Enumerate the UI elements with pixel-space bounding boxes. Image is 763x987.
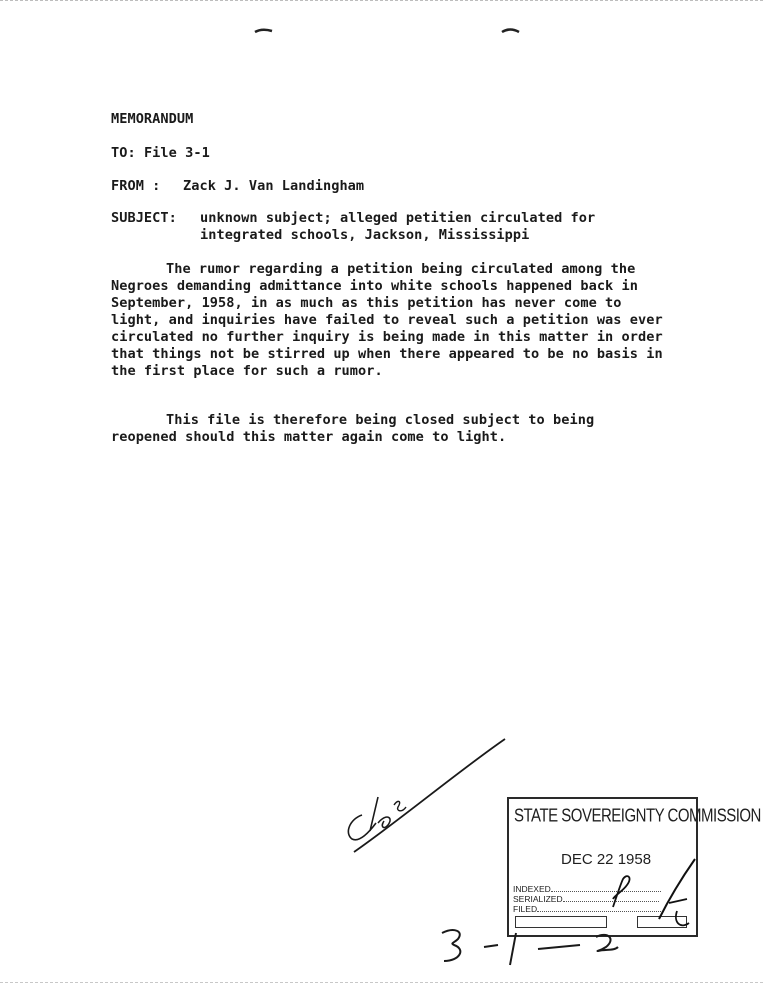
stamp-field-serialized: SERIALIZED xyxy=(513,894,661,904)
to-value: File 3-1 xyxy=(143,145,210,161)
from-value: Zack J. Van Landingham xyxy=(183,178,365,194)
received-stamp xyxy=(507,797,761,937)
to-label: TO: xyxy=(111,145,136,161)
right-punch-mark xyxy=(501,26,521,34)
stamp-field-filed: FILED xyxy=(513,904,661,914)
page-top-edge xyxy=(0,0,763,1)
from-label: FROM : xyxy=(111,178,161,194)
body-paragraph-1: The rumor regarding a petition being circulated among the Negroes demanding admittance into white schools happened back in September, 1958, in as much as this petition has never come to light, and inquiries have failed to reveal such a petition was ever circulated no further inquiry is being made in this matter in order that things not be stirred up when there appeared to be no basis in the first place for such a rumor. xyxy=(111,261,663,379)
page-bottom-edge xyxy=(0,982,763,983)
to-line xyxy=(111,145,210,162)
subject-value: unknown subject; alleged petitien circulated for integrated schools, Jackson, Mississippi xyxy=(200,210,596,243)
body-paragraph-2: This file is therefore being closed subject to being reopened should this matter again come to light. xyxy=(111,412,595,445)
handwritten-file-reference xyxy=(440,925,630,974)
stamp-title: STATE SOVEREIGNTY COMMISSION xyxy=(514,805,761,827)
subject-label: SUBJECT: xyxy=(111,210,177,226)
handwritten-close-note xyxy=(340,735,510,864)
stamp-handwritten-marks xyxy=(509,799,696,935)
left-punch-mark xyxy=(254,26,274,34)
memo-heading: MEMORANDUM xyxy=(111,111,194,127)
from-line xyxy=(111,178,364,195)
subject-line xyxy=(111,210,630,244)
stamp-date: DEC 22 1958 xyxy=(561,851,652,868)
stamp-field-indexed: INDEXED xyxy=(513,884,661,894)
